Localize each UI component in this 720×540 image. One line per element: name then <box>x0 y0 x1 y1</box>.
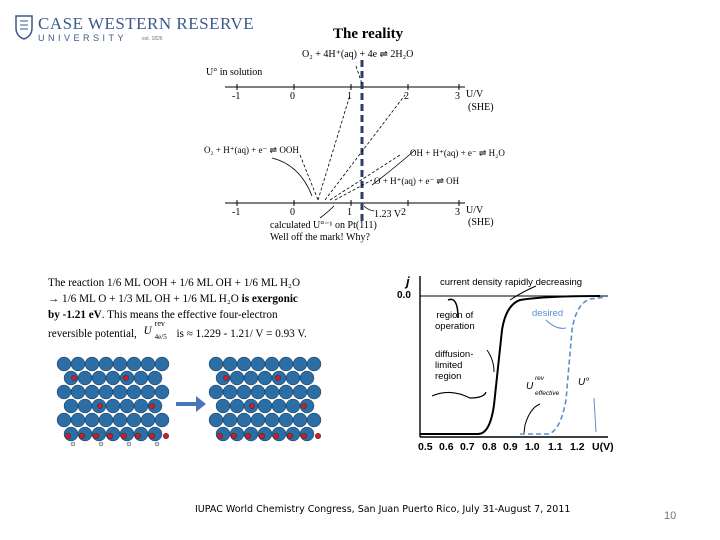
metal-atom <box>272 399 286 413</box>
body-line-1: The reaction 1/6 ML OOH + 1/6 ML OH + 1/6 ML H₂O <box>48 277 301 289</box>
metal-atom <box>127 357 141 371</box>
plot-desired-label: desired <box>532 308 564 319</box>
metal-atom <box>85 357 99 371</box>
plot-y-zero: 0.0 <box>397 290 411 301</box>
axis2-tick: 2 <box>401 207 406 218</box>
metal-atom <box>209 413 223 427</box>
metal-atom <box>237 413 251 427</box>
plot-top-annotation: current density rapidly decreasing <box>440 277 583 288</box>
metal-atom <box>71 413 85 427</box>
metal-atom <box>293 385 307 399</box>
metal-atom <box>106 399 120 413</box>
oxygen-atom <box>245 433 251 439</box>
metal-atom <box>237 385 251 399</box>
diagram-title: The reality <box>333 26 404 42</box>
plot-x-tick: 1.0 <box>525 441 540 453</box>
u-rev-symbol: U rev 4e/5 <box>143 319 167 341</box>
metal-atom <box>78 399 92 413</box>
metal-atom <box>64 399 78 413</box>
axis2-tick: 3 <box>455 207 460 218</box>
metal-atom <box>113 385 127 399</box>
metal-atom <box>307 357 321 371</box>
well-off-label: Well off the mark! Why? <box>270 232 370 243</box>
metal-atom <box>148 371 162 385</box>
plot-region-label: region of operation <box>435 310 475 332</box>
metal-atom <box>230 371 244 385</box>
metal-atom <box>92 371 106 385</box>
metal-atom <box>106 371 120 385</box>
axis2-unit: U/V <box>466 205 484 216</box>
metal-atom <box>286 399 300 413</box>
metal-atom <box>57 385 71 399</box>
adsorbate-atom <box>71 375 76 380</box>
plot-x-tick: 0.7 <box>460 441 475 453</box>
metal-atom <box>258 399 272 413</box>
metal-atom <box>230 399 244 413</box>
metal-atom <box>71 357 85 371</box>
axis1-tick: 2 <box>404 91 409 102</box>
metal-atom <box>155 385 169 399</box>
metal-atom <box>99 413 113 427</box>
plot-x-tick: 1.2 <box>570 441 585 453</box>
metal-atom <box>57 357 71 371</box>
axis2-ref: (SHE) <box>468 217 494 228</box>
reaction-o-oh-label: O + H⁺(aq) + e⁻ ⇌ OH <box>374 176 460 186</box>
adsorbate-atom <box>249 403 254 408</box>
adsorbate-atom <box>149 403 154 408</box>
oxygen-atom <box>107 433 113 439</box>
metal-atom <box>223 385 237 399</box>
oxygen-atom <box>93 433 99 439</box>
metal-atom <box>127 385 141 399</box>
body-line-3: by -1.21 eV. This means the effective four-electron <box>48 309 278 321</box>
metal-atom <box>57 413 71 427</box>
oxygen-atom <box>121 433 127 439</box>
reaction-oh-h2o-label: OH + H⁺(aq) + e⁻ ⇌ H₂O <box>410 148 505 158</box>
metal-atom <box>141 357 155 371</box>
metal-atom <box>237 357 251 371</box>
metal-atom <box>279 385 293 399</box>
metal-atom <box>71 385 85 399</box>
metal-atom <box>120 399 134 413</box>
marker-1-23v: 1.23 V <box>374 209 402 220</box>
axis1-ref: (SHE) <box>468 102 494 113</box>
hydrogen-atom <box>71 442 75 446</box>
oxygen-atom <box>273 433 279 439</box>
metal-atom <box>209 357 223 371</box>
adsorbate-atom <box>223 375 228 380</box>
plot-u0-label: U° <box>578 377 590 388</box>
plot-x-axis-label: U(V) <box>592 441 614 453</box>
metal-atom <box>293 357 307 371</box>
metal-atom <box>85 385 99 399</box>
metal-atom <box>244 371 258 385</box>
logo-subtitle: UNIVERSITY <box>38 33 128 43</box>
metal-atom <box>85 413 99 427</box>
metal-atom <box>99 357 113 371</box>
metal-atom <box>223 413 237 427</box>
oxygen-atom <box>135 433 141 439</box>
metal-atom <box>265 357 279 371</box>
polarization-plot-curves <box>395 270 620 460</box>
metal-atom <box>99 385 113 399</box>
plot-diffusion-label: diffusion- limited region <box>435 349 474 382</box>
reaction-ooh-label: O₂ + H⁺(aq) + e⁻ ⇌ OOH <box>204 145 299 155</box>
body-line-4: reversible potential, U rev 4e/5 is ≈ 1.229 - 1.21/ V = 0.93 V. <box>48 319 307 341</box>
solution-label: U° in solution <box>206 67 263 78</box>
metal-atom <box>113 357 127 371</box>
metal-atom <box>141 385 155 399</box>
metal-atom <box>209 385 223 399</box>
axis2-tick: 0 <box>290 207 295 218</box>
metal-atom <box>127 413 141 427</box>
axis1-tick: 0 <box>290 91 295 102</box>
hydrogen-atom <box>99 442 103 446</box>
logo-wordmark: CASE WESTERN RESERVE <box>38 14 255 33</box>
oxygen-atom <box>259 433 265 439</box>
oxygen-atom <box>149 433 155 439</box>
transition-arrow-icon <box>176 396 206 412</box>
metal-atom <box>265 385 279 399</box>
logo-established: est. 1826 <box>142 36 163 42</box>
university-seal-icon <box>14 14 34 40</box>
body-line-2: → 1/6 ML O + 1/3 ML OH + 1/6 ML H₂O is exergonic <box>48 293 298 305</box>
metal-atom <box>286 371 300 385</box>
adsorbate-atom <box>275 375 280 380</box>
oxygen-atom <box>287 433 293 439</box>
metal-atom <box>300 371 314 385</box>
polarization-plot <box>395 270 620 460</box>
surface-slab-illustration <box>48 356 338 456</box>
metal-atom <box>251 413 265 427</box>
metal-atom <box>279 357 293 371</box>
metal-atom <box>134 399 148 413</box>
metal-atom <box>113 413 127 427</box>
metal-atom <box>134 371 148 385</box>
metal-atom <box>78 371 92 385</box>
axis1-tick: 1 <box>347 91 352 102</box>
oxygen-atom <box>231 433 237 439</box>
footer-text: IUPAC World Chemistry Congress, San Juan Puerto Rico, July 31-August 7, 2011 <box>195 504 571 515</box>
oxygen-atom <box>315 433 321 439</box>
metal-atom <box>141 413 155 427</box>
page-number: 10 <box>664 510 677 522</box>
plot-u-rev-label: U rev effective <box>526 375 560 397</box>
plot-x-tick: 0.5 <box>418 441 433 453</box>
metal-atom <box>307 385 321 399</box>
hydrogen-atom <box>155 442 159 446</box>
axis1-tick: 3 <box>455 91 460 102</box>
adsorbate-atom <box>123 375 128 380</box>
axis2-tick: -1 <box>232 207 241 218</box>
axis1-unit: U/V <box>466 89 484 100</box>
potential-diagram <box>198 42 528 252</box>
metal-atom <box>258 371 272 385</box>
metal-atom <box>307 413 321 427</box>
plot-y-label: j <box>406 274 410 289</box>
metal-atom <box>293 413 307 427</box>
metal-atom <box>251 357 265 371</box>
hydrogen-atom <box>127 442 131 446</box>
body-text <box>48 275 358 342</box>
oxygen-atom <box>217 433 223 439</box>
adsorbate-atom <box>301 403 306 408</box>
top-reaction-label: O₂ + 4H⁺(aq) + 4e ⇌ 2H₂O <box>302 49 414 60</box>
plot-x-tick: 0.9 <box>503 441 518 453</box>
metal-atom <box>279 413 293 427</box>
plot-x-tick: 0.6 <box>439 441 454 453</box>
oxygen-atom <box>79 433 85 439</box>
metal-atom <box>155 357 169 371</box>
plot-x-tick: 0.8 <box>482 441 497 453</box>
oxygen-atom <box>65 433 71 439</box>
metal-atom <box>265 413 279 427</box>
oxygen-atom <box>163 433 169 439</box>
metal-atom <box>223 357 237 371</box>
adsorbate-atom <box>97 403 102 408</box>
metal-atom <box>251 385 265 399</box>
axis2-tick: 1 <box>347 207 352 218</box>
metal-atom <box>155 413 169 427</box>
metal-atom <box>216 399 230 413</box>
oxygen-atom <box>301 433 307 439</box>
axis1-tick: -1 <box>232 91 241 102</box>
calculated-label: calculated U°⁻¹ on Pt(111) <box>270 220 377 231</box>
plot-x-tick: 1.1 <box>548 441 563 453</box>
